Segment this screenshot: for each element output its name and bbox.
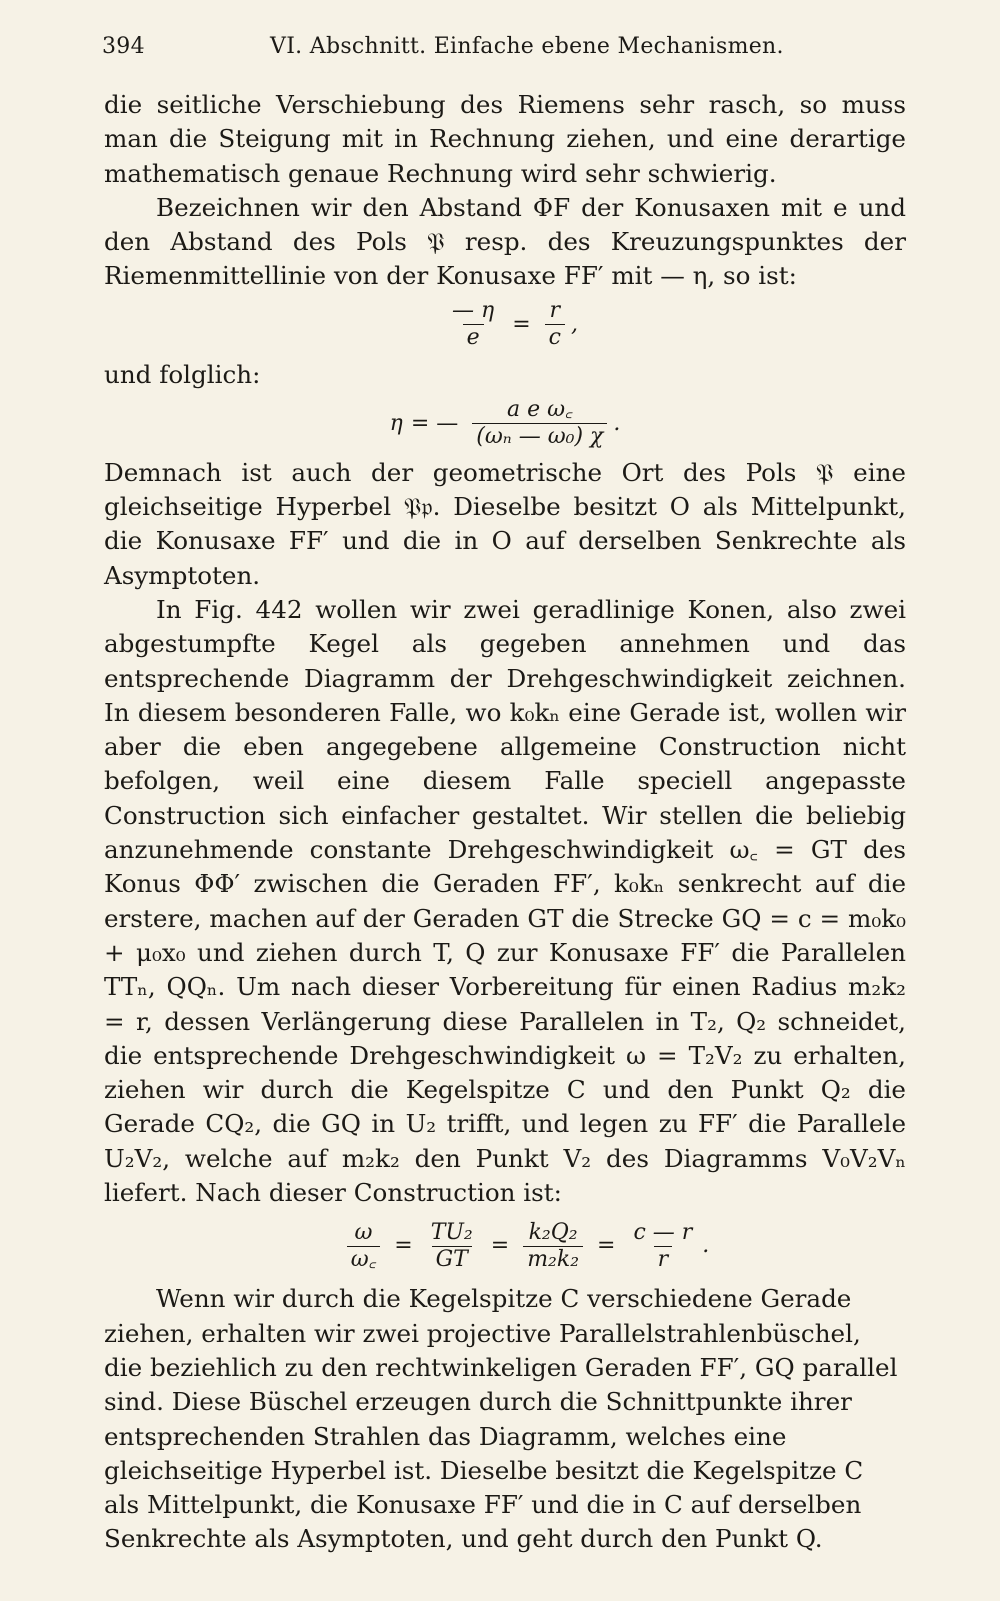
lhs-symbol: η [389, 410, 403, 436]
numerator: c — r [633, 1219, 693, 1245]
fraction [472, 397, 607, 450]
numerator: ω [354, 1219, 373, 1245]
denominator: (ωₙ — ω₀) χ [472, 423, 607, 450]
paragraph-3-label: und folglich: [104, 359, 261, 389]
numerator: r [549, 298, 561, 324]
denominator: e [463, 324, 484, 351]
denominator: m₂k₂ [523, 1246, 583, 1273]
numerator: — η [452, 298, 495, 324]
equals-sign: = [490, 1233, 510, 1259]
denominator: ω꜀ [347, 1246, 381, 1273]
denominator: GT [432, 1246, 472, 1273]
fraction [629, 1220, 696, 1273]
running-title: VI. Abschnitt. Einfache ebene Mechanismen. [270, 34, 784, 59]
numerator: a e ω꜀ [506, 397, 573, 423]
fraction [523, 1220, 583, 1273]
equals-sign: = [597, 1233, 616, 1259]
equals-sign: = [394, 1233, 413, 1259]
fraction [347, 1220, 381, 1273]
numerator: k₂Q₂ [528, 1219, 578, 1245]
equation-1 [114, 294, 906, 356]
denominator: c [545, 324, 565, 351]
paragraph-6: Wenn wir durch die Kegelspitze C verschiedene Gerade ziehen, erhalten wir zwei projective Parallelstrahlenbüschel, die beziehlich zu den rechtwinkeligen Geraden FF′, GQ parallel sind. Diese Büschel erzeugen durch die Schnittpunkte ihrer entsprechenden Strahlen das Diagramm, welches eine gleichseitige Hyperbel ist. Dieselbe besitzt die Kegelspitze C als Mittelpunkt, die Konusaxe FF′ und die in C auf derselben Senkrechte als Asymptoten, und geht durch den Punkt Q. [104, 1284, 898, 1554]
fraction [448, 298, 498, 351]
paragraph-4: Demnach ist auch der geometrische Ort des Pols 𝔓 eine gleichseitige Hyperbel 𝔓𝔭. Dieselbe besitzt O als Mittelpunkt, die Konusaxe FF′ und die in O auf derselben Senkrechte als Asymptoten. [104, 457, 906, 590]
numerator: TU₂ [430, 1219, 473, 1245]
equation-3 [144, 1210, 906, 1282]
page-number: 394 [102, 34, 145, 59]
denominator: r [654, 1246, 673, 1273]
paragraph-1: die seitliche Verschiebung des Riemens sehr rasch, so muss man die Steigung mit in Rechnung ziehen, und eine derartige mathematisch genaue Rechnung wird sehr schwierig. [104, 90, 906, 188]
equation-2 [104, 392, 906, 456]
page-body [104, 88, 906, 1557]
paragraph-2: Bezeichnen wir den Abstand ΦF der Konusaxen mit e und den Abstand des Pols 𝔓 resp. des Kreuzungspunktes der Riemenmittellinie von der Konusaxe FF′ mit — η, so ist: [104, 192, 906, 291]
punctuation: . [702, 1233, 710, 1259]
fraction [427, 1220, 477, 1273]
punctuation: , [570, 311, 578, 337]
punctuation: . [613, 410, 621, 436]
fraction [545, 298, 565, 351]
page-header [102, 34, 902, 64]
equals-sign: = [512, 311, 531, 337]
equals-sign: = — [410, 410, 459, 436]
paragraph-5: In Fig. 442 wollen wir zwei geradlinige Konen, also zwei abgestumpfte Kegel als gegeben annehmen und das entsprechende Diagramm der Drehgeschwindigkeit zeichnen. In diesem besonderen Falle, wo k₀kₙ eine Gerade ist, wollen wir aber die eben angegebene allgemeine Construction nicht befolgen, weil eine diesem Falle speciell angepasste Construction sich einfacher gestaltet. Wir stellen die beliebig anzunehmende constante Drehgeschwindigkeit ω꜀ = GT des Konus ΦΦ′ zwischen die Geraden FF′, k₀kₙ senkrecht auf die erstere, machen auf der Geraden GT die Strecke GQ = c = m₀k₀ + μ₀x₀ und ziehen durch T, Q zur Konusaxe FF′ die Parallelen TTₙ, QQₙ. Um nach dieser Vorbereitung für einen Radius m₂k₂ = r, dessen Verlängerung diese Parallelen in T₂, Q₂ schneidet, die entsprechende Drehgeschwindigkeit ω = T₂V₂ zu erhalten, ziehen wir durch die Kegelspitze C und den Punkt Q₂ die Gerade CQ₂, die GQ in U₂ trifft, und legen zu FF′ die Parallele U₂V₂, welche auf m₂k₂ den Punkt V₂ des Diagramms V₀V₂Vₙ liefert. Nach dieser Construction ist: [104, 594, 906, 1208]
